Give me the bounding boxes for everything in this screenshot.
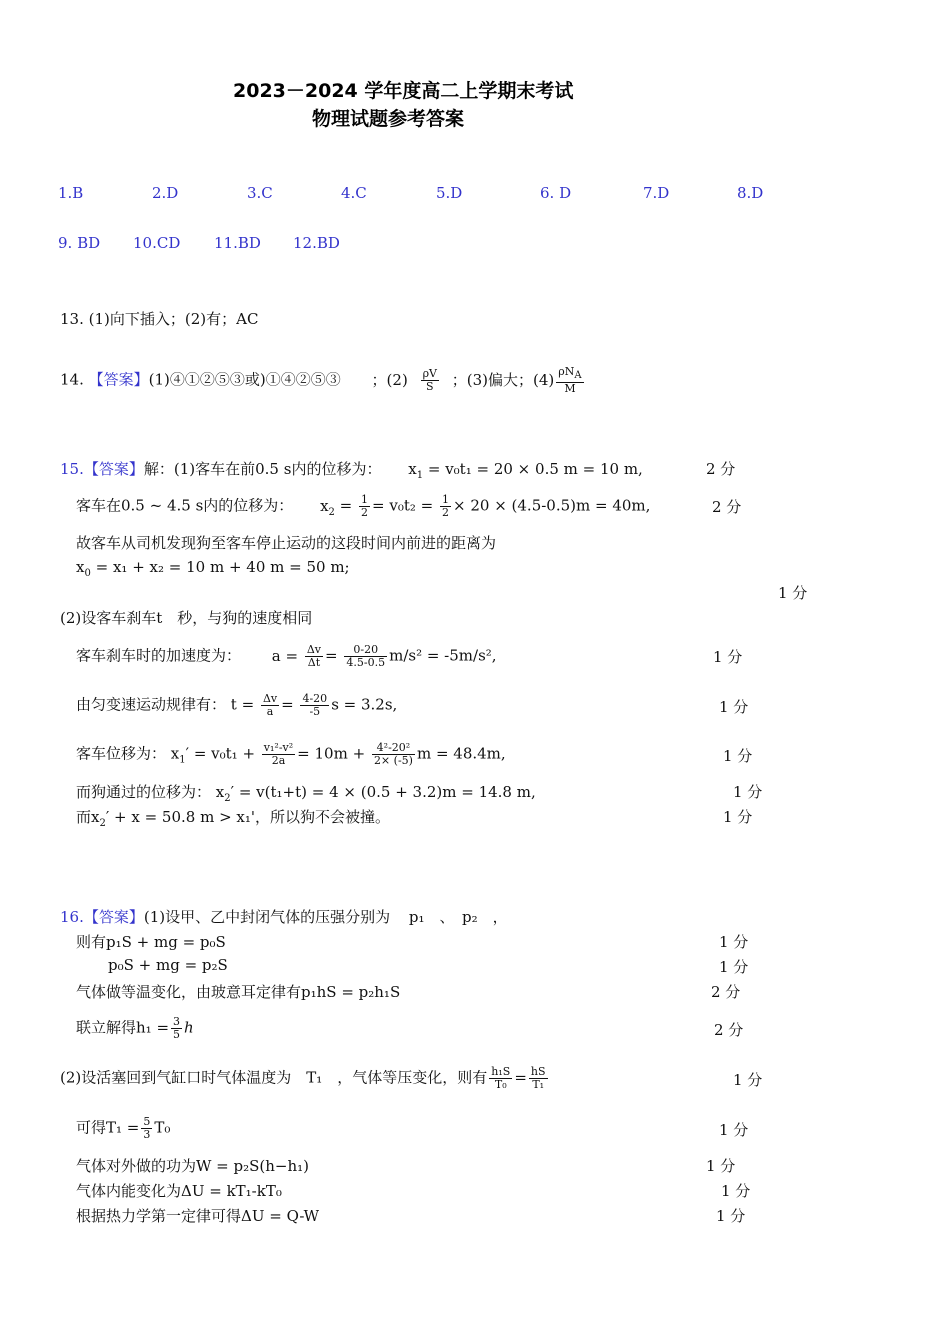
q15-number: 15. bbox=[60, 460, 84, 478]
q16-line-10: 根据热力学第一定律可得ΔU = Q-W bbox=[76, 1207, 320, 1225]
q14-part3: ；(3)偏大；(4) bbox=[451, 370, 555, 389]
q14-fraction-2: $\frac{\rho N_A}{M}$ bbox=[558, 365, 582, 396]
mc-answer-11: 11.BD bbox=[214, 234, 261, 252]
q16-line-8: 气体对外做的功为W = p₂S(h−h₁) bbox=[76, 1157, 310, 1175]
q16-score-9: 1 分 bbox=[716, 1207, 746, 1225]
mc-answer-3: 3.C bbox=[247, 184, 273, 202]
q15-line-4: $x_0 = x_1 + x_2 = 10$ m + 40 m = 50 m; bbox=[76, 558, 350, 579]
q14-tag: 【答案】 bbox=[88, 370, 149, 389]
q15-line-5: 客车刹车时的加速度为： a = $\frac{\Delta v}{\Delta t}$ = $\frac{0-20}{4.5-0.5}$ m/s² = -5m/s², bbox=[76, 643, 497, 669]
mc-answer-12: 12.BD bbox=[293, 234, 340, 252]
q16-score-3: 2 分 bbox=[711, 983, 741, 1001]
q15-score-7: 1 分 bbox=[733, 783, 763, 801]
q16-score-5: 1 分 bbox=[733, 1071, 763, 1089]
q15-score-8: 1 分 bbox=[723, 808, 753, 826]
q14-part1: (1)④①②⑤③或)①④②⑤③ bbox=[148, 370, 341, 389]
q15-line-9: 而$x_2' + x = 50.8$ m > x₁'，所以狗不会被撞。 bbox=[76, 808, 391, 829]
q14-part2-label: ；(2) bbox=[371, 370, 408, 389]
q15-score-1: 2 分 bbox=[706, 460, 736, 478]
q14-answer bbox=[60, 366, 586, 395]
mc-answer-2: 2.D bbox=[152, 184, 179, 202]
page-title: 2023－2024 学年度高二上学期末考试 bbox=[233, 80, 574, 102]
q15-tag: 【答案】 bbox=[83, 460, 144, 478]
page-subtitle: 物理试题参考答案 bbox=[312, 108, 465, 130]
mc-answer-9: 9. BD bbox=[58, 234, 101, 252]
q16-line-5: 联立解得h₁ = $\frac{3}{5}$ h bbox=[76, 1015, 194, 1041]
mc-answer-8: 8.D bbox=[737, 184, 764, 202]
q16-line-2: 则有p₁S + mg = p₀S bbox=[76, 933, 226, 951]
q16-score-4: 2 分 bbox=[714, 1021, 744, 1039]
q16-score-6: 1 分 bbox=[719, 1121, 749, 1139]
mc-answer-10: 10.CD bbox=[133, 234, 181, 252]
mc-answer-7: 7.D bbox=[643, 184, 670, 202]
q16-line-1: 16.【答案】(1)设甲、乙中封闭气体的压强分别为 p₁ 、 p₂ ， bbox=[60, 908, 508, 926]
q15-line-2: 客车在0.5 ~ 4.5 s内的位移为： $x_2$ = $\frac{1}{2}$ = v₀t₂ = $\frac{1}{2}$ × 20 × (4.5-0.5)m = 40m, bbox=[76, 493, 651, 519]
q16-score-7: 1 分 bbox=[706, 1157, 736, 1175]
q16-line-4: 气体做等温变化，由玻意耳定律有p₁hS = p₂h₁S bbox=[76, 983, 401, 1001]
q16-line-3: p₀S + mg = p₂S bbox=[108, 956, 228, 974]
q16-score-1: 1 分 bbox=[719, 933, 749, 951]
q15-score-4: 1 分 bbox=[713, 648, 743, 666]
q15-line-1: 15.【答案】解：(1)客车在前0.5 s内的位移为： $x_1 = v_0t_1 = 20 \times 0.5$ m = 10 m, bbox=[60, 460, 643, 481]
q15-score-6: 1 分 bbox=[723, 747, 753, 765]
mc-answer-5: 5.D bbox=[436, 184, 463, 202]
q16-score-2: 1 分 bbox=[719, 958, 749, 976]
q16-line-7: 可得T₁ = $\frac{5}{3}$ T₀ bbox=[76, 1115, 171, 1141]
q14-number: 14. bbox=[60, 370, 84, 389]
q16-score-8: 1 分 bbox=[721, 1182, 751, 1200]
q15-score-2: 2 分 bbox=[712, 498, 742, 516]
q16-tag: 【答案】 bbox=[83, 908, 144, 926]
q16-line-9: 气体内能变化为ΔU = kT₁-kT₀ bbox=[76, 1182, 282, 1200]
mc-answer-4: 4.C bbox=[341, 184, 367, 202]
q13-answer: 13. (1)向下插入；(2)有；AC bbox=[60, 310, 259, 328]
mc-answer-1: 1.B bbox=[58, 184, 84, 202]
q15-line-7: 客车位移为： $x_1' = v_0t_1$ + $\frac{\text{v₁²-v²}}{2a}$ = 10m + $\frac{\text{4²-20²}}{2\times (-5)}$ m = 48.4m, bbox=[76, 741, 506, 767]
q16-number: 16. bbox=[60, 908, 84, 926]
q15-line-3: 故客车从司机发现狗至客车停止运动的这段时间内前进的距离为 bbox=[76, 534, 497, 552]
q15-score-5: 1 分 bbox=[719, 698, 749, 716]
q15-part-2: (2)设客车刹车t 秒，与狗的速度相同 bbox=[60, 609, 313, 627]
q15-score-3: 1 分 bbox=[778, 584, 808, 602]
q15-line-6: 由匀变速运动规律有： t = $\frac{\Delta v}{a}$ = $\frac{4-20}{-5}$ s = 3.2s, bbox=[76, 692, 398, 718]
q15-line-8: 而狗通过的位移为： $x_2' = v(t_1+t) = 4 \times (0.5 + 3.2)m = 14.8$ m, bbox=[76, 783, 536, 804]
q16-line-6: (2)设活塞回到气缸口时气体温度为 T₁ ，气体等压变化，则有 $\frac{\text{h₁S}}{\text{T₀}}$ = $\frac{hS}{\text{T₁}}$ bbox=[60, 1065, 546, 1091]
mc-answer-6: 6. D bbox=[540, 184, 572, 202]
q14-fraction-1: $\frac{\rho V}{S}$ bbox=[422, 367, 437, 394]
